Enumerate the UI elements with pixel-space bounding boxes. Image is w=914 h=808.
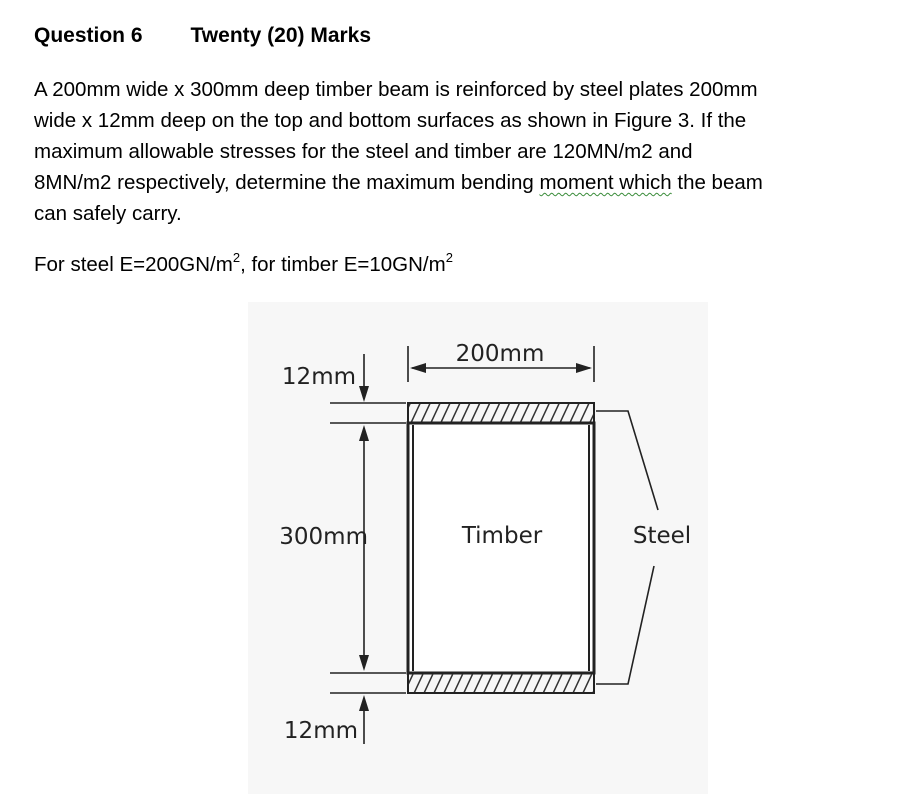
bottom-steel-plate — [408, 673, 594, 693]
question-heading — [34, 24, 371, 48]
beam-diagram-svg — [240, 298, 720, 798]
depth-label: 300mm — [279, 524, 368, 550]
question-marks: Twenty (20) Marks — [190, 24, 372, 47]
question-number: Question 6 — [34, 24, 143, 47]
superscript: 2 — [445, 250, 453, 266]
question-text-line — [34, 167, 904, 198]
superscript: 2 — [232, 250, 241, 266]
top-steel-plate — [408, 403, 594, 423]
question-text-line: can safely carry. — [34, 202, 182, 225]
line-start: 8MN/m2 respectively, determine the maximum bending — [34, 171, 540, 194]
timber-label: Timber — [461, 523, 543, 549]
question-text — [34, 74, 904, 229]
steel-modulus: For steel E=200GN/m — [34, 253, 233, 276]
question-text-line: A 200mm wide x 300mm deep timber beam is reinforced by steel plates 200mm — [34, 78, 758, 101]
timber-modulus: , for timber E=10GN/m — [240, 253, 446, 276]
top-plate-thickness-label: 12mm — [281, 364, 356, 390]
width-label: 200mm — [455, 341, 545, 367]
elastic-moduli-line — [34, 250, 453, 277]
question-text-line: wide x 12mm deep on the top and bottom surfaces as shown in Figure 3. If the — [34, 109, 747, 132]
question-text-line: maximum allowable stresses for the steel and timber are 120MN/m2 and — [34, 140, 693, 163]
spellcheck-flagged-phrase[interactable]: moment which — [539, 171, 672, 194]
line-end: the beam — [671, 171, 763, 194]
beam-cross-section-figure — [240, 298, 720, 798]
steel-label: Steel — [632, 523, 692, 549]
bottom-plate-thickness-label: 12mm — [283, 718, 358, 744]
